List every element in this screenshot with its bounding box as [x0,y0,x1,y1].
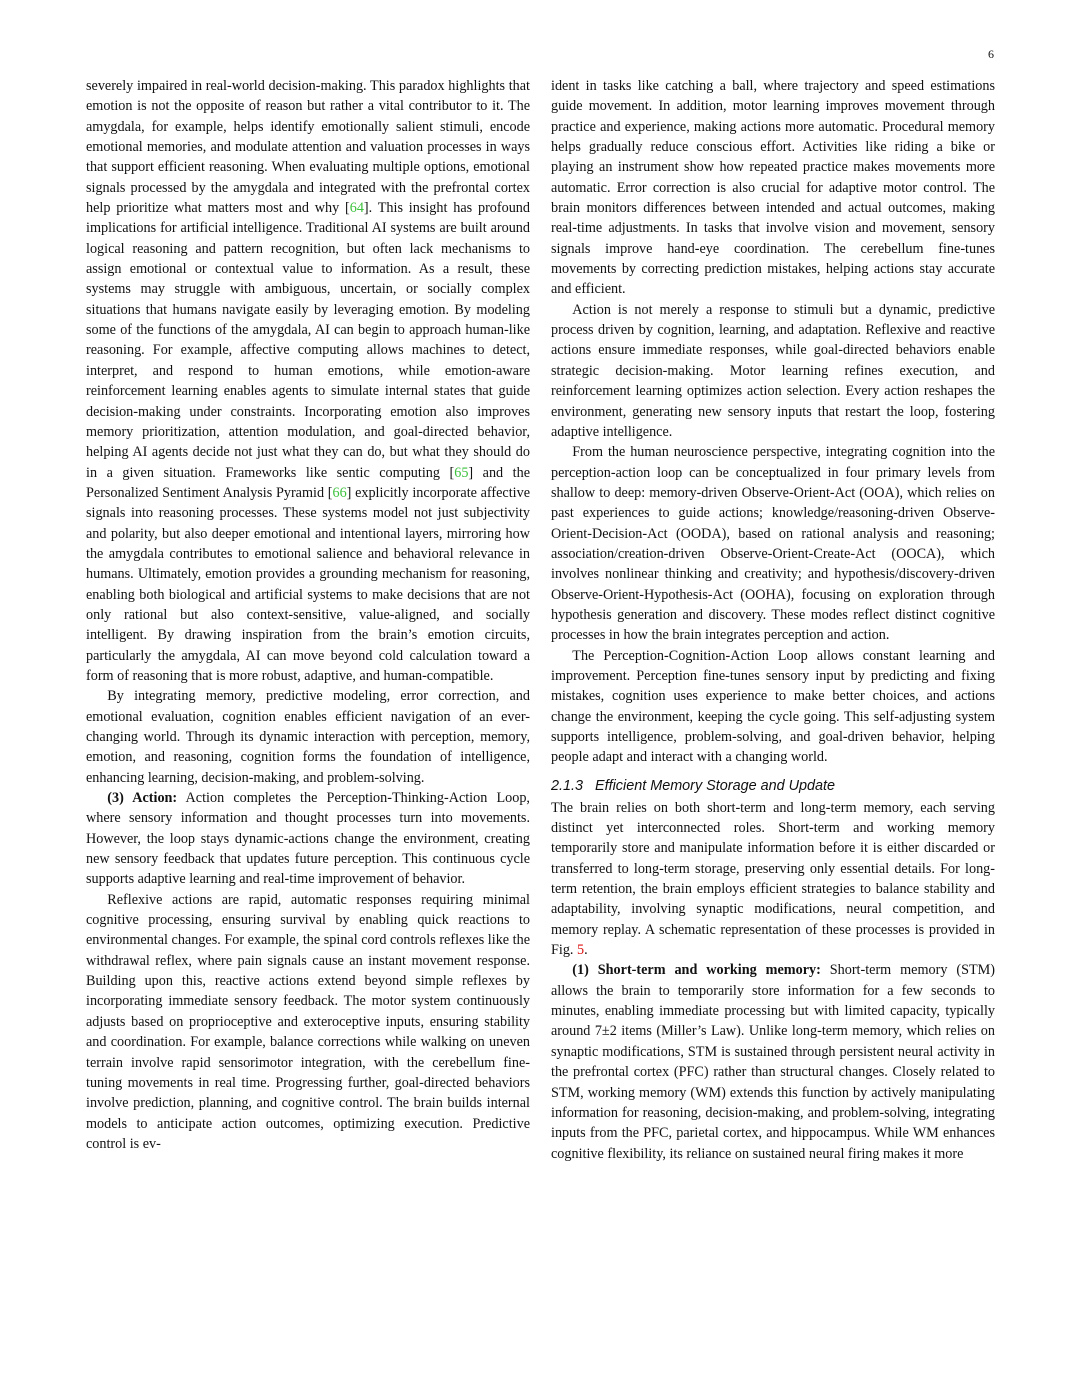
page-number: 6 [988,47,994,61]
paragraph-text: Action completes the Perception-Thinking-Action Loop, where sensory information and thought processes turn into movements. However, the loop stays dynamic-actions change the environment, creating new sensory feedback that updates future perception. This continuous cycle supports adaptive learning and real-time improvement of behavior. [86,790,530,888]
paragraph-text: ] explicitly incorporate affective signals into reasoning processes. These systems model not just subjectivity and polarity, but also deeper emotional and intentional layers, mirroring how the amygdala contributes to emotional salience and behavioral relevance in humans. Ultimately, emotion provides a grounding mechanism for reasoning, enabling both biological and artificial systems to make decisions that are not only rational but also context-sensitive, value-aligned, and socially intelligent. By drawing inspiration from the brain’s emotion circuits, particularly the amygdala, AI can move beyond cold calculation toward a form of reasoning that is more robust, adaptive, and human-compatible. [86,484,530,684]
paragraph-emotion-reasoning [86,76,530,686]
paragraph-text: Short-term memory (STM) allows the brain to temporarily store information for a few seconds to minutes, enabling immediate processing but with limited capacity, typically around 7±2 items (Miller’s Law). Unlike long-term memory, which relies on synaptic modifications, STM is sustained through persistent neural activity in the prefrontal cortex (PFC) rather than structural changes. Closely related to STM, working memory (WM) extends this function by actively manipulating information for reasoning, decision-making, and problem-solving, integrating inputs from the PFC, parietal cortex, and hippocampus. While WM enhances cognitive flexibility, its reliance on sustained neural firing makes it more [551,962,995,1162]
paragraph-reflexive-actions: Reflexive actions are rapid, automatic responses requiring minimal cognitive processing, ensuring survival by enabling quick reactions to environmental changes. For example, the spinal cord controls reflexes like the withdrawal reflex, where pain signals cause an instant movement response. Building upon this, reactive actions extend beyond simple reflexes by incorporating immediate sensory feedback. The motor system continuously adjusts based on proprioceptive and exteroceptive inputs, ensuring stability and coordination. For example, balance corrections while walking on uneven terrain involve rapid sensorimotor integration, with the cerebellum fine-tuning movements in real time. Progressing further, goal-directed behaviors involve prediction, planning, and cognitive control. The brain builds internal models to anticipate action outcomes, optimizing execution. Predictive control is ev- [86,891,530,1152]
paragraph-action [86,788,530,890]
paragraph-neuroscience-perspective: From the human neuroscience perspective, integrating cognition into the perception-action loop can be conceptualized in four primary levels from shallow to deep: memory-driven Observe-Orient-Act (OOA), which relies on past experiences to guide actions; knowledge/reasoning-driven Observe-Orient-Decision-Act (OODA), based on rational analysis and reasoning; association/creation-driven Observe-Orient-Create-Act (OOCA), which involves nonlinear thinking and creativity; and hypothesis/discovery-driven Observe-Orient-Hypothesis-Act (OOHA), focusing on exploration through hypothesis generation and discovery. These modes reflect distinct cognitive processes in how the brain integrates perception and action. [551,444,995,644]
paragraph-text: severely impaired in real-world decision-making. This paradox highlights that emotion is not the opposite of reason but rather a vital contributor to it. The amygdala, for example, helps identify emotionally salient stimuli, encode emotional memories, and modulate attention and valuation processes in ways that support efficient reasoning. When evaluating multiple options, emotional signals processed by the amygdala and integrated with the prefrontal cortex help prioritize what matters most and why [ [86,78,530,217]
subsection-number: 2.1.3 [551,777,584,794]
paragraph-lead: (3) Action: [107,790,178,807]
citation-link[interactable]: 64 [349,200,364,217]
paragraph-text: The brain relies on both short-term and long-term memory, each serving distinct yet interconnected roles. Short-term and working memory temporarily store and manipulate information before it is either discarded or transferred to long-term storage, preserving only essential details. For long-term retention, the brain employs efficient strategies to balance stability and adaptability, involving synaptic modifications, neural competition, and memory replay. A schematic representation of these processes is provided in Fig. [551,799,995,959]
paragraph-perception-cognition-action-loop: The Perception-Cognition-Action Loop allows constant learning and improvement. Perception fine-tunes sensory input by predicting and fixing mistakes, cognition uses experience to make better choices, and actions change the environment, keeping the cycle going. This self-adjusting system supports intelligence, problem-solving, and goal-driven behavior, helping people adapt and interact with a changing world. [551,647,995,766]
left-column [86,76,530,1154]
paragraph-memory-overview [551,798,995,961]
paragraph-text: ] and the Personalized Sentiment Analysis Pyramid [ [86,464,531,501]
paragraph-action-dynamic: Action is not merely a response to stimuli but a dynamic, predictive process driven by cognition, learning, and adaptation. Reflexive and reactive actions ensure immediate responses, while goal-directed behaviors enable strategic decision-making. Motor learning refines execution, and reinforcement learning optimizes action selection. Every action reshapes the environment, generating new sensory inputs that restart the loop, fostering adaptive intelligence. [551,301,995,440]
subsection-title: Efficient Memory Storage and Update [595,777,835,794]
paragraph-lead: (1) Short-term and working memory: [572,962,821,979]
citation-link[interactable]: 65 [454,464,469,481]
right-column [551,76,995,1164]
paragraph-motor-learning: ident in tasks like catching a ball, where trajectory and speed estimations guide movement. In addition, motor learning improves movement through practice and experience, making actions more automatic. Procedural memory helps gradually reduce conscious effort. Activities like riding a bike or playing an instrument show how repeated practice makes movements more automatic. Error correction is also crucial for adaptive motor control. The brain monitors differences between intended and actual outcomes, making real-time adjustments. In tasks that involve vision and movement, sensory signals improve hand-eye coordination. The cerebellum fine-tunes movements by correcting prediction mistakes, helping actions stay accurate and efficient. [551,78,995,298]
figure-reference-link[interactable]: 5 [577,942,585,959]
paragraph-text: . [584,942,588,959]
paragraph-short-term-memory [551,960,995,1163]
citation-link[interactable]: 66 [332,484,347,501]
paragraph-cognition-summary: By integrating memory, predictive modeling, error correction, and emotional evaluation, cognition enables efficient navigation of an ever-changing world. Through its dynamic interaction with perception, memory, emotion, and reasoning, cognition forms the foundation of intelligence, enhancing learning, decision-making, and problem-solving. [86,688,530,786]
paragraph-text: ]. This insight has profound implications for artificial intelligence. Traditional AI systems are built around logical reasoning and pattern recognition, but often lack mechanisms to assign emotional or contextual value to information. As a result, these systems may struggle with ambiguous, uncertain, or socially complex situations that humans navigate easily by leveraging emotion. By modeling some of the functions of the amygdala, AI can begin to approach human-like reasoning. For example, affective computing allows machines to detect, interpret, and respond to human emotions, while emotion-aware reinforcement learning enables agents to simulate internal states that guide decision-making under constraints. Incorporating emotion also improves memory prioritization, attention modulation, and goal-directed behavior, helping AI agents decide not just what they can do, but what they should do in a given situation. Frameworks like sentic computing [ [86,200,530,481]
subsection-heading [551,776,995,796]
